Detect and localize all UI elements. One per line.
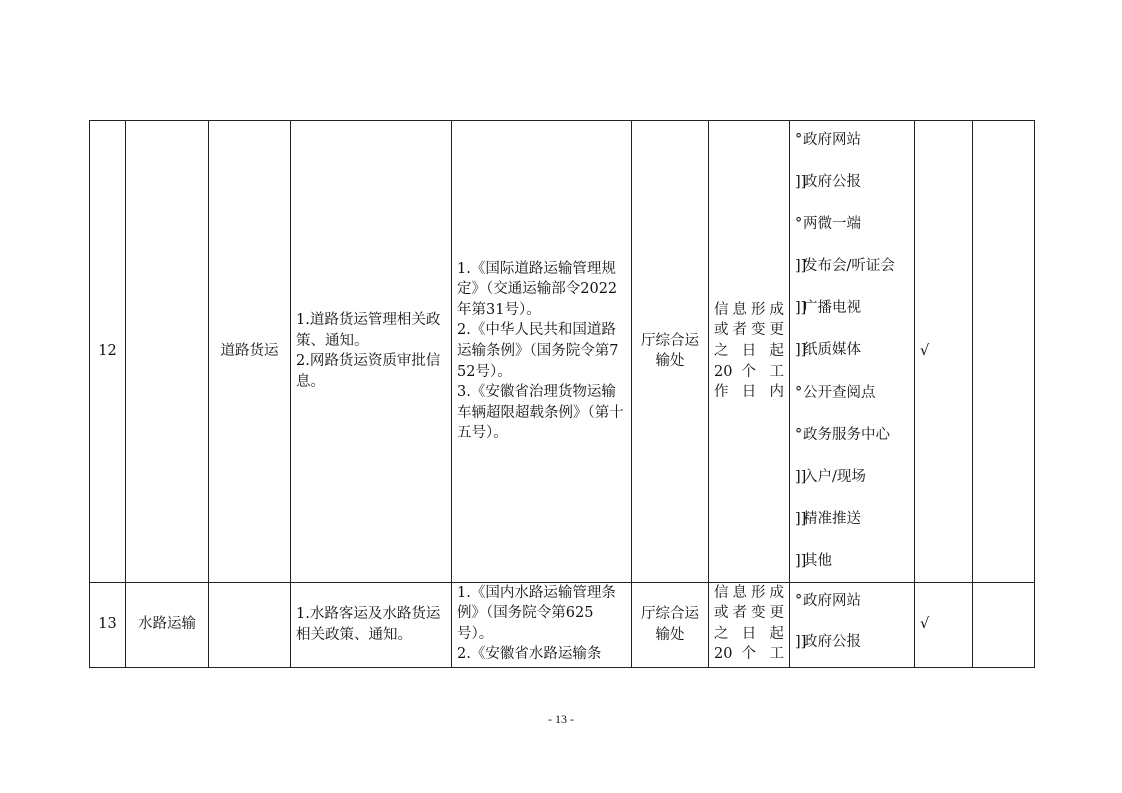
category-cell	[126, 121, 209, 583]
item-cell	[209, 582, 291, 667]
channel-label: 其他	[803, 552, 832, 569]
channel-checkbox[interactable]: °	[795, 216, 803, 233]
basis-line: 1.《国际道路运输管理规定》（交通运输部令2022年第31号）。	[457, 260, 618, 318]
channel-checkbox[interactable]: ]]	[795, 174, 807, 191]
deadline-cell	[709, 121, 790, 583]
channel-option	[795, 340, 909, 361]
deadline-line: 20 个 工	[714, 646, 784, 663]
channel-label: 政府公报	[803, 174, 861, 191]
basis-line: 1.《国内水路运输管理条例》（国务院令第625号）。	[457, 584, 616, 642]
subject-text: 厅综合运输处	[641, 605, 699, 643]
check-cell: √	[915, 121, 973, 583]
basis-line: 3.《安徽省治理货物运输车辆超限超载条例》（第十五号）。	[457, 384, 624, 442]
channel-checkbox[interactable]: ]]	[795, 510, 807, 527]
channel-label: 精准推送	[803, 510, 861, 527]
table-row	[90, 121, 1035, 583]
deadline-line: 或者变更	[714, 605, 784, 622]
deadline-line: 20 个 工	[714, 363, 784, 380]
channel-checkbox[interactable]: ]]	[795, 552, 807, 569]
deadline-cell	[709, 582, 790, 667]
channel-option	[795, 298, 909, 319]
channel-option	[795, 632, 909, 653]
subject-cell: 厅综合运输处	[632, 121, 709, 583]
row-number: 12	[90, 121, 126, 583]
deadline-line: 之 日 起	[714, 342, 784, 359]
channel-option	[795, 214, 909, 235]
deadline-line: 之 日 起	[714, 625, 784, 642]
channel-checkbox[interactable]: °	[795, 384, 803, 401]
channel-checkbox[interactable]: ]]	[795, 468, 807, 485]
channels-cell	[790, 121, 915, 583]
channel-checkbox[interactable]: ]]	[795, 300, 807, 317]
channel-label: 政府网站	[803, 592, 861, 609]
row-number: 13	[90, 582, 126, 667]
basis-line: 2.《安徽省水路运输条	[457, 646, 602, 663]
channel-checkbox[interactable]: °	[795, 592, 803, 609]
extra-cell	[973, 582, 1035, 667]
content-cell	[291, 582, 452, 667]
deadline-line: 作日内	[714, 384, 784, 401]
page-number: - 13 -	[548, 712, 574, 726]
basis-cell	[452, 582, 632, 667]
subject-cell	[632, 582, 709, 667]
basis-line: 2.《中华人民共和国道路运输条例》（国务院令第752号）。	[457, 322, 619, 380]
channel-checkbox[interactable]: ]]	[795, 342, 807, 359]
disclosure-table	[89, 120, 1035, 668]
channel-option	[795, 425, 909, 446]
basis-cell	[452, 121, 632, 583]
category-cell: 水路运输	[126, 582, 209, 667]
channel-checkbox[interactable]: ]]	[795, 634, 807, 651]
channel-label: 入户/现场	[803, 468, 866, 485]
content-line: 1.道路货运管理相关政策、通知。	[296, 312, 441, 349]
channel-checkbox[interactable]: °	[795, 132, 803, 148]
channel-option	[795, 130, 909, 151]
channel-label: 两微一端	[803, 216, 861, 233]
channel-label: 纸质媒体	[803, 342, 861, 359]
channel-label: 政府网站	[803, 132, 861, 148]
channel-option	[795, 467, 909, 488]
channel-option	[795, 383, 909, 404]
channel-label: 政务服务中心	[803, 426, 890, 443]
channel-label: 公开查阅点	[803, 384, 876, 401]
channel-option	[795, 172, 909, 193]
channel-label: 广播电视	[803, 300, 861, 317]
table-row	[90, 582, 1035, 667]
content-line: 1.水路客运及水路货运相关政策、通知。	[296, 605, 441, 643]
deadline-line: 或者变更	[714, 322, 784, 339]
channel-option	[795, 551, 909, 572]
content-cell	[291, 121, 452, 583]
extra-cell	[973, 121, 1035, 583]
channels-cell	[790, 582, 915, 667]
content-line: 2.网路货运资质审批信息。	[296, 353, 441, 390]
channel-label: 政府公报	[803, 634, 861, 651]
channel-checkbox[interactable]: ]]	[795, 258, 807, 275]
channel-option	[795, 256, 909, 277]
deadline-line: 信息形成	[714, 301, 784, 318]
channel-option	[795, 509, 909, 530]
channel-option	[795, 591, 909, 612]
channel-checkbox[interactable]: °	[795, 426, 803, 443]
channel-label: 发布会/听证会	[803, 258, 895, 275]
item-cell: 道路货运	[209, 121, 291, 583]
check-cell: √	[915, 582, 973, 667]
deadline-line: 信息形成	[714, 584, 784, 601]
